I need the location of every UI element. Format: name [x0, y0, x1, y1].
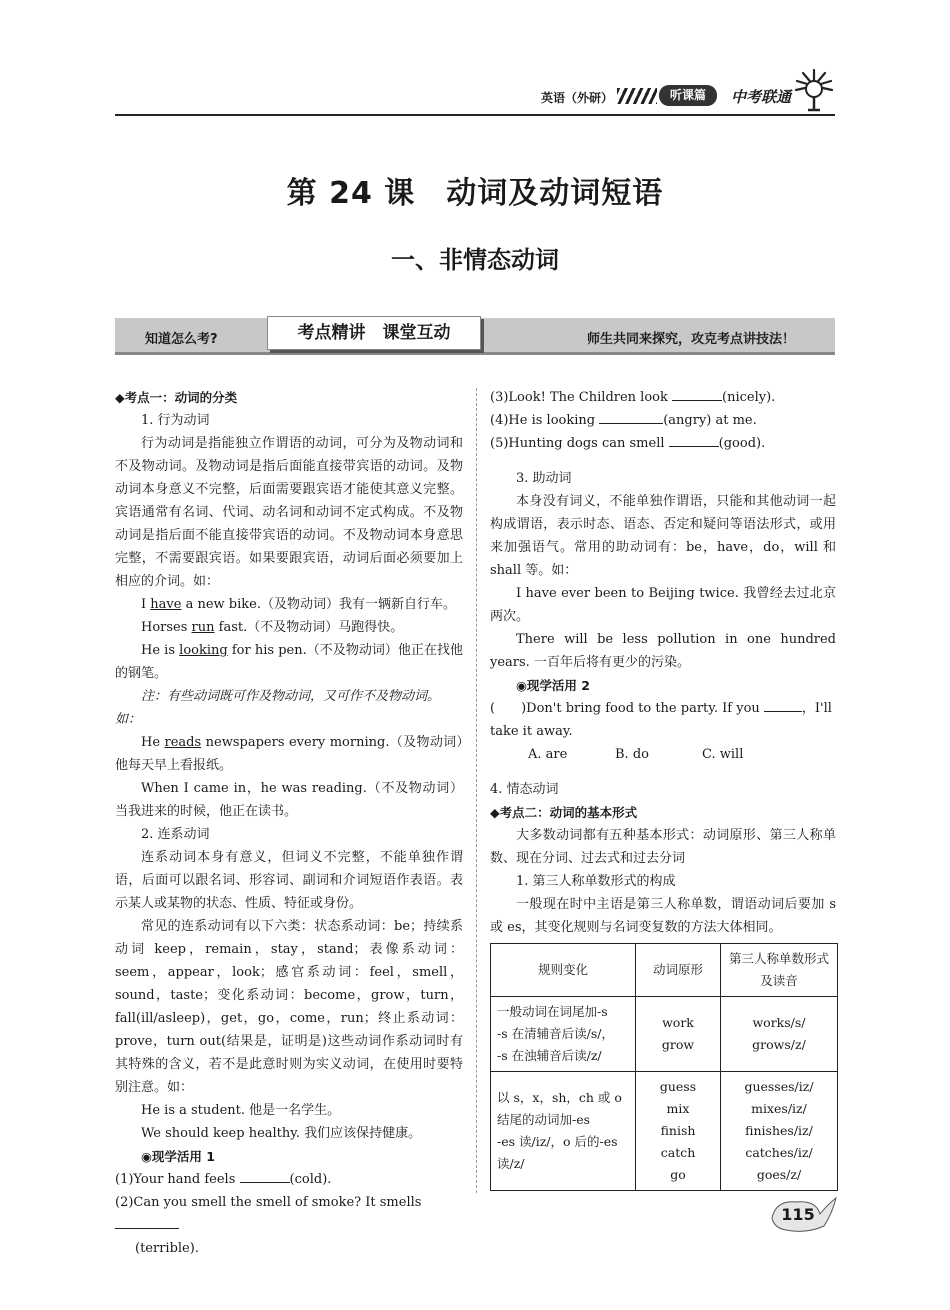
exercise-question-4: (4)He is looking (angry) at me.: [490, 409, 836, 432]
example-sentence: When I came in，he was reading.（不及物动词）当我进来的时候，他正在读书。: [115, 781, 463, 819]
lesson-title: 第 24 课 动词及动词短语: [286, 176, 664, 211]
rule-cell: 一般动词在词尾加-s -s 在清辅音后读/s/， -s 在浊辅音后读/z/: [491, 997, 636, 1072]
section-2-heading: 2. 连系动词: [141, 827, 210, 842]
section-3-heading: 3. 助动词: [516, 471, 572, 486]
option-c[interactable]: C. will: [702, 747, 744, 762]
kaodian-2-heading: ◆考点二：动词的基本形式: [490, 805, 638, 820]
exercise-question-5: (5)Hunting dogs can smell (good).: [490, 432, 836, 455]
base-form-cell: guess mix finish catch go: [636, 1072, 721, 1191]
example-sentence: We should keep healthy. 我们应该保持健康。: [141, 1126, 422, 1141]
underlined-verb: have: [150, 597, 182, 612]
point-1-heading: 1. 第三人称单数形式的构成: [516, 874, 676, 889]
example-sentence: I have ever been to Beijing twice. 我曾经去过北京两次。: [490, 586, 836, 624]
example-sentence: I have a new bike.（及物动词）我有一辆新自行车。: [141, 597, 456, 612]
right-column: [490, 386, 836, 1191]
exercise-question-3: (3)Look! The Children look (nicely).: [490, 386, 836, 409]
sun-tree-logo-icon: [791, 66, 837, 112]
underlined-verb: reads: [164, 735, 202, 750]
example-sentence: He is a student. 他是一名学生。: [141, 1103, 341, 1118]
table-row: [491, 1072, 838, 1191]
option-a[interactable]: A. are: [528, 747, 568, 762]
header-section-badge: 听课篇: [659, 85, 717, 106]
answer-blank[interactable]: [240, 1168, 290, 1183]
answer-paren[interactable]: ( ): [490, 701, 527, 716]
third-person-rules-table: [490, 943, 838, 1191]
example-sentence: Horses run fast.（不及物动词）马跑得快。: [141, 620, 404, 635]
underlined-verb: run: [191, 620, 215, 635]
section-2-paragraph-2: 常见的连系动词有以下六类：状态系动词：be；持续系动词 keep，remain，stay，stand；表像系动词：seem，appear，look；感官系动词：feel，smell，sound，taste；变化系动词：become，grow，turn，fall(ill/asleep)，get，go，come，run；终止系动词：prove，turn out(结果是，证明是)这些动词作系动词时有其特殊的含义，若不是此意时则为实义动词，在使用时要特别注意。如：: [115, 919, 463, 1095]
answer-options: [490, 743, 836, 766]
banner-middle-text: 考点精讲 课堂互动: [267, 316, 481, 350]
table-header-cell: 动词原形: [636, 944, 721, 997]
header-brand: 中考联通: [730, 88, 791, 106]
table-header-cell: 规则变化: [491, 944, 636, 997]
column-divider: [476, 388, 477, 1193]
banner-left-text: 知道怎么考?: [145, 332, 218, 347]
base-form-cell: work grow: [636, 997, 721, 1072]
exercise-question-6: ( )Don't bring food to the party. If you ，I'll take it away.: [490, 697, 836, 743]
third-person-cell: works/s/ grows/z/: [721, 997, 838, 1072]
left-column: [115, 386, 463, 1260]
header-subject: 英语（外研）: [540, 91, 613, 105]
third-person-cell: guesses/iz/ mixes/iz/ finishes/iz/ catches/iz/ goes/z/: [721, 1072, 838, 1191]
example-sentence: He is looking for his pen.（不及物动词）他正在找他的钢笔。: [115, 643, 463, 681]
kaodian-1-heading: ◆考点一：动词的分类: [115, 390, 238, 405]
kaodian-2-paragraph: 大多数动词都有五种基本形式：动词原形、第三人称单数、现在分词、过去式和过去分词: [490, 828, 836, 866]
answer-blank[interactable]: [764, 697, 802, 712]
table-row: [491, 997, 838, 1072]
note-text: 注：有些动词既可作及物动词，又可作不及物动词。如：: [115, 689, 441, 727]
table-header-row: [491, 944, 838, 997]
section-1-paragraph: 行为动词是指能独立作谓语的动词，可分为及物动词和不及物动词。及物动词是指后面能直接带宾语的动词。及物动词本身意义不完整，后面需要跟宾语才能使其意义完整。宾语通常有名词、代词、动名词和动词不定式构成。不及物动词是指后面不能直接带宾语的动词。不及物动词本身意思完整，不需要跟宾语。如果要跟宾语，动词后面必须要加上相应的介词。如：: [115, 436, 463, 589]
page-header: [115, 78, 835, 116]
rule-cell: 以 s，x，sh，ch 或 o 结尾的动词加-es -es 读/iz/，o 后的-es 读/z/: [491, 1072, 636, 1191]
banner-right-text: 师生共同来探究，攻克考点讲技法！: [586, 332, 795, 347]
point-1-paragraph: 一般现在时中主语是第三人称单数，谓语动词后要加 s 或 es，其变化规则与名词变复数的方法大体相同。: [490, 897, 836, 935]
section-banner: [115, 318, 835, 355]
answer-blank[interactable]: [599, 409, 663, 424]
page-number: 115: [781, 1205, 815, 1224]
answer-blank[interactable]: [669, 432, 719, 447]
exercise-question-1: (1)Your hand feels (cold).: [115, 1168, 463, 1191]
practice-2-heading: ◉现学活用 2: [516, 678, 590, 693]
practice-1-heading: ◉现学活用 1: [141, 1149, 215, 1164]
section-4-heading: 4. 情态动词: [490, 782, 559, 797]
section-2-paragraph-1: 连系动词本身有意义，但词义不完整，不能单独作谓语，后面可以跟名词、形容词、副词和介词短语作表语。表示某人或某物的状态、性质、特征或身份。: [115, 850, 463, 911]
answer-blank[interactable]: [672, 386, 722, 401]
option-b[interactable]: B. do: [615, 747, 649, 762]
table-header-cell: 第三人称单数形式及读音: [721, 944, 838, 997]
section-3-paragraph: 本身没有词义，不能单独作谓语，只能和其他动词一起构成谓语，表示时态、语态、否定和疑问等语法形式，或用来加强语气。常用的助动词有：be，have，do，will 和 shall 等。如：: [490, 494, 836, 578]
answer-blank[interactable]: [115, 1214, 179, 1229]
lesson-subtitle: 一、非情态动词: [391, 246, 559, 274]
section-1-heading: 1. 行为动词: [141, 413, 210, 428]
header-slash-decoration: [617, 88, 657, 104]
exercise-question-2: (2)Can you smell the smell of smoke? It smells (terrible).: [115, 1195, 422, 1256]
underlined-verb: looking: [179, 643, 228, 658]
example-sentence: He reads newspapers every morning.（及物动词）他每天早上看报纸。: [115, 735, 464, 773]
example-sentence: There will be less pollution in one hundred years. 一百年后将有更少的污染。: [490, 632, 836, 670]
